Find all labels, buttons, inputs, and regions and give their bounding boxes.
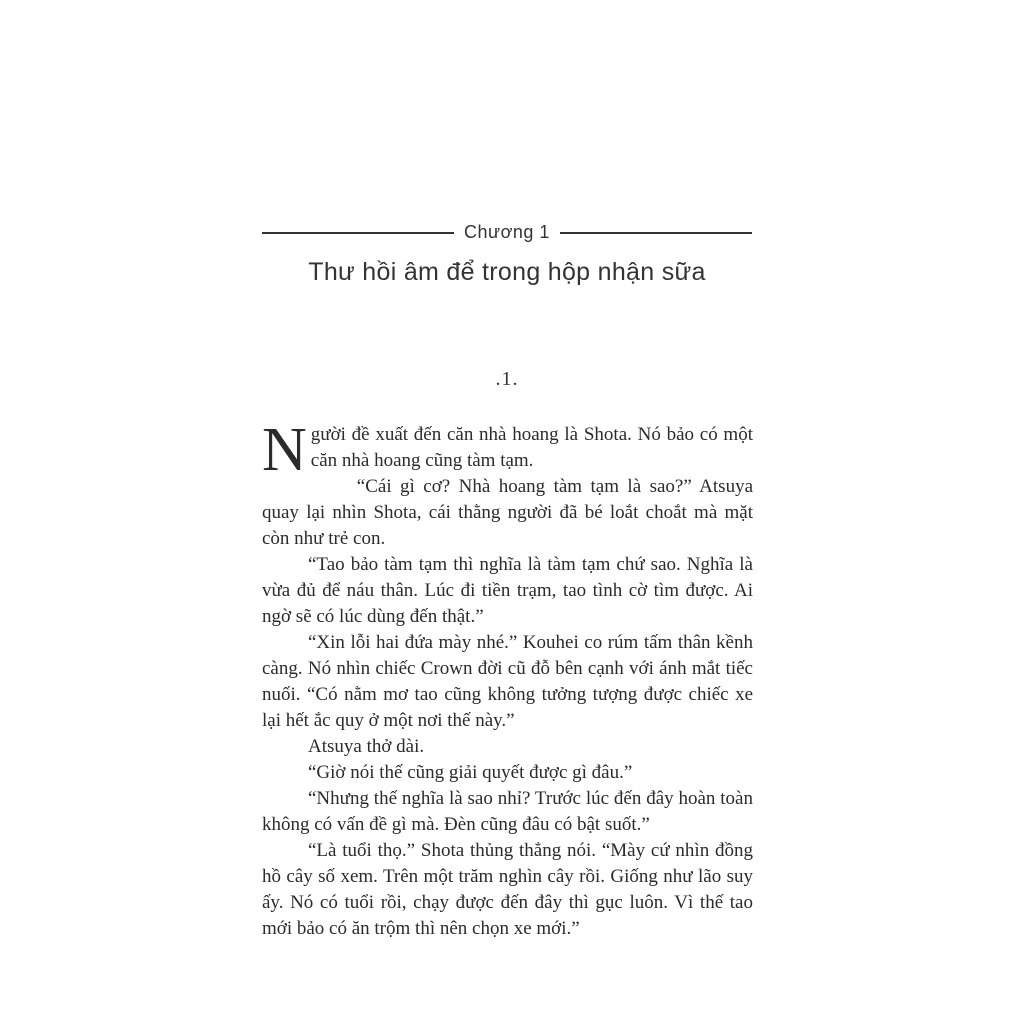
paragraph: “Nhưng thế nghĩa là sao nhỉ? Trước lúc đến đây hoàn toàn không có vấn đề gì mà. Đèn cũng đâu có bật suốt.”: [262, 788, 753, 835]
paragraph: “Giờ nói thế cũng giải quyết được gì đâu.”: [308, 762, 633, 783]
chapter-label: Chương 1: [464, 222, 550, 242]
paragraph: “Tao bảo tàm tạm thì nghĩa là tàm tạm chứ sao. Nghĩa là vừa đủ để náu thân. Lúc đi tiền trạm, tao tình cờ tìm được. Ai ngờ sẽ có lúc dùng đến thật.”: [262, 554, 753, 627]
paragraph: “Xin lỗi hai đứa mày nhé.” Kouhei co rúm tấm thân kềnh càng. Nó nhìn chiếc Crown đời cũ đỗ bên cạnh với ánh mắt tiếc nuối. “Có nằm mơ tao cũng không tưởng tượng được chiếc xe lại hết ắc quy ở một nơi thế này.”: [262, 632, 753, 731]
right-rule: [560, 232, 752, 234]
section-number: .1.: [495, 368, 519, 390]
paragraph: “Cái gì cơ? Nhà hoang tàm tạm là sao?” Atsuya quay lại nhìn Shota, cái thằng người đã bé loắt choắt mà mặt còn như trẻ con.: [262, 476, 753, 549]
chapter-title: Thư hồi âm để trong hộp nhận sữa: [308, 258, 706, 286]
drop-cap: N: [262, 416, 307, 484]
paragraph-first: [262, 416, 753, 484]
chapter-header: [262, 222, 752, 243]
body-text: [262, 416, 753, 942]
paragraph: “Là tuổi thọ.” Shota thủng thẳng nói. “Mày cứ nhìn đồng hồ cây số xem. Trên một trăm nghìn cây rồi. Giống như lão suy ấy. Nó có tuổi rồi, chạy được đến đây thì gục luôn. Vì thế tao mới bảo có ăn trộm thì nên chọn xe mới.”: [262, 840, 753, 939]
left-rule: [262, 232, 454, 234]
paragraph-first-text: gười đề xuất đến căn nhà hoang là Shota. Nó bảo có một căn nhà hoang cũng tàm tạm.: [310, 424, 753, 471]
paragraph: Atsuya thở dài.: [308, 736, 425, 757]
